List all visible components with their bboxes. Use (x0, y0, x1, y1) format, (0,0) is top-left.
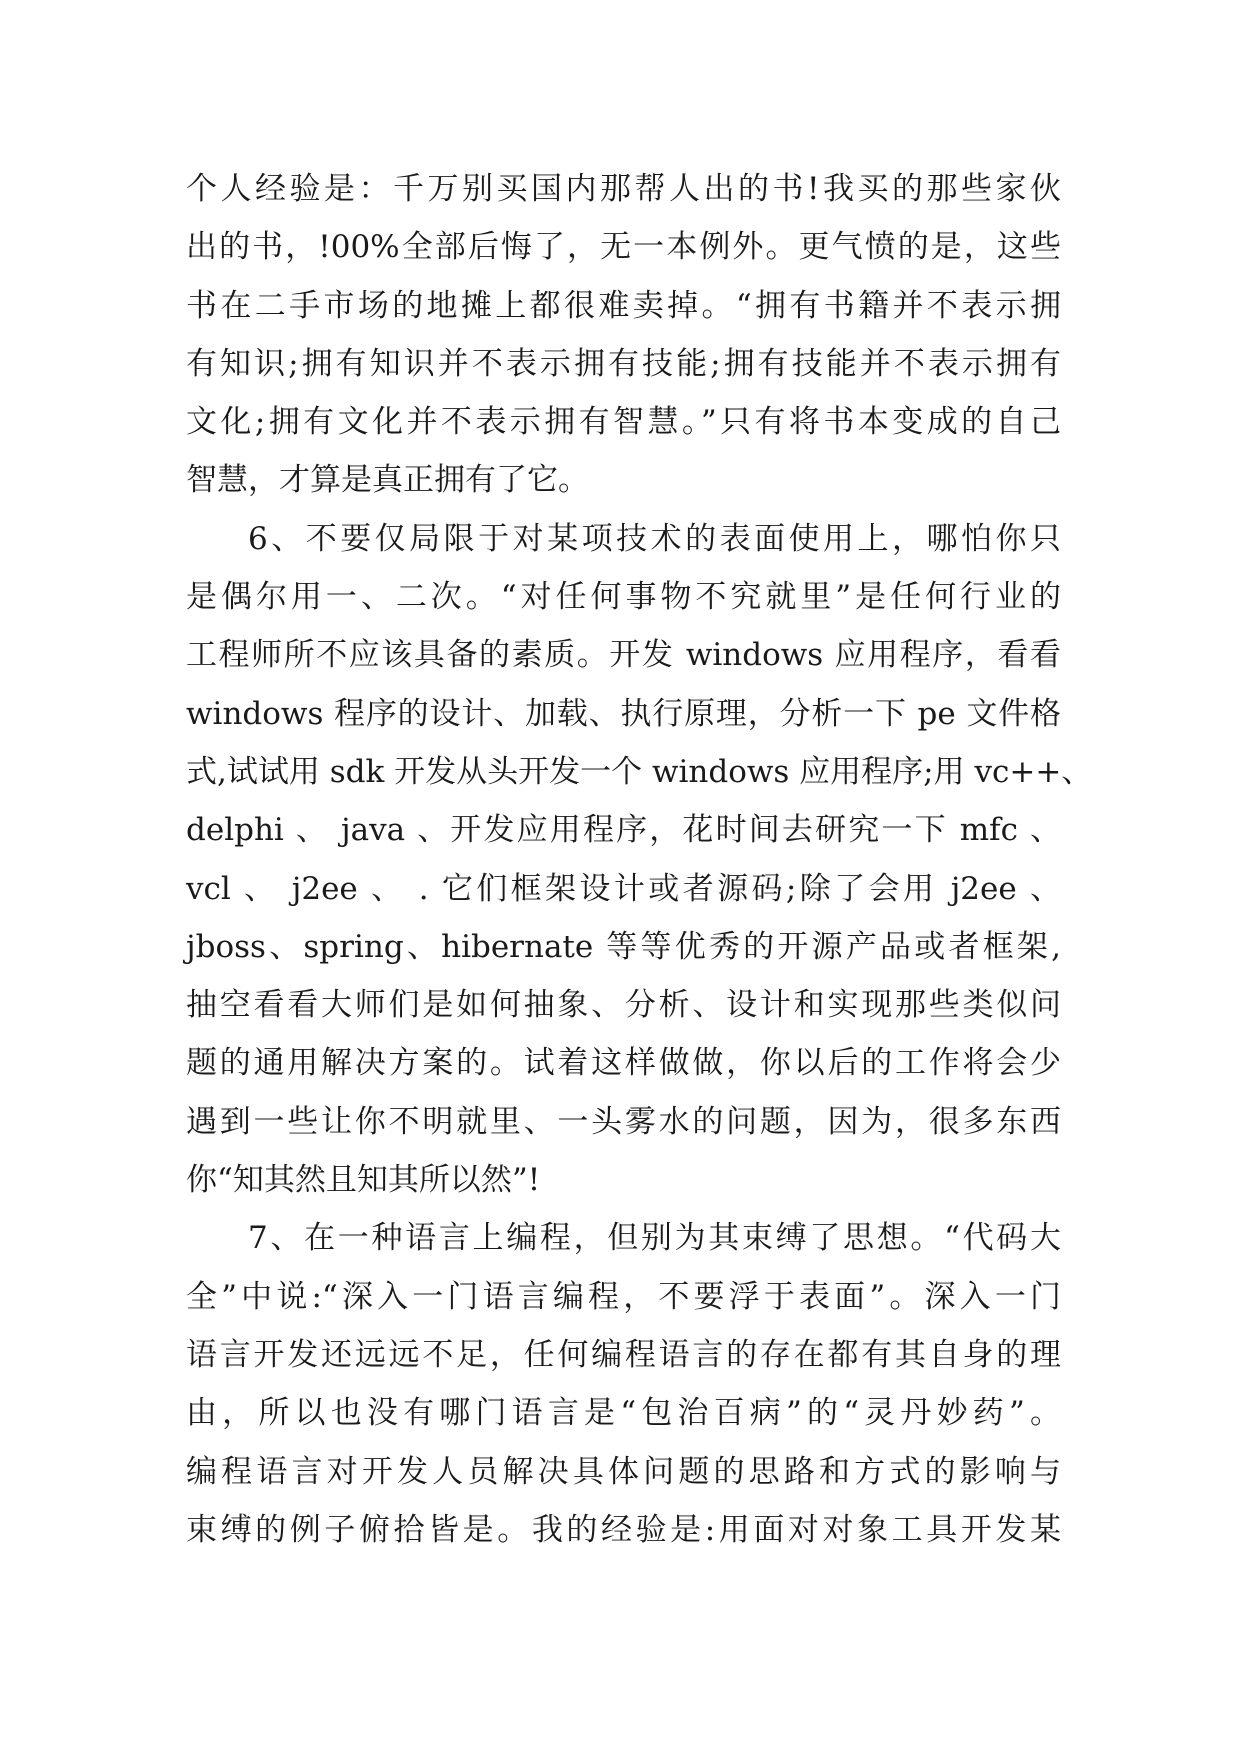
text-line: 智慧，才算是真正拥有了它。 (186, 462, 589, 499)
text-line: 遇到一些让你不明就里、一头雾水的问题，因为，很多东西 (186, 1103, 1061, 1140)
text-line: 书在二手市场的地摊上都很难卖掉。“拥有书籍并不表示拥 (186, 287, 1061, 324)
text-line: delphi 、 java 、开发应用程序，花时间去研究一下 mfc 、 (186, 812, 1061, 849)
text-line: 6、不要仅局限于对某项技术的表面使用上，哪怕你只 (248, 520, 1061, 557)
text-line: 出的书，!00%全部后悔了，无一本例外。更气愤的是，这些 (186, 229, 1061, 266)
text-line: 束缚的例子俯拾皆是。我的经验是:用面对对象工具开发某 (186, 1511, 1061, 1548)
text-line: 有知识;拥有知识并不表示拥有技能;拥有技能并不表示拥有 (186, 345, 1061, 382)
text-line: 7、在一种语言上编程，但别为其束缚了思想。“代码大 (248, 1220, 1061, 1257)
text-line: 是偶尔用一、二次。“对任何事物不究就里”是任何行业的 (186, 579, 1061, 616)
text-line: windows 程序的设计、加载、执行原理，分析一下 pe 文件格 (186, 695, 1061, 732)
text-line: 编程语言对开发人员解决具体问题的思路和方式的影响与 (186, 1453, 1061, 1490)
text-line: 文化;拥有文化并不表示拥有智慧。”只有将书本变成的自己 (186, 404, 1061, 441)
text-line: 由，所以也没有哪门语言是“包治百病”的“灵丹妙药”。 (186, 1395, 1061, 1432)
text-line: jboss、spring、hibernate 等等优秀的开源产品或者框架, (186, 928, 1061, 965)
text-line: 你“知其然且知其所以然”! (186, 1162, 541, 1199)
text-line: vcl 、 j2ee 、 . 它们框架设计或者源码;除了会用 j2ee 、 (186, 870, 1061, 907)
text-line: 题的通用解决方案的。试着这样做做，你以后的工作将会少 (186, 1045, 1061, 1082)
text-line: 个人经验是：千万别买国内那帮人出的书!我买的那些家伙 (186, 171, 1061, 207)
body-text (186, 160, 1093, 1559)
text-line: 式,试试用 sdk 开发从头开发一个 windows 应用程序;用 vc++、 (186, 753, 1093, 790)
text-line: 全”中说:“深入一门语言编程，不要浮于表面”。深入一门 (186, 1278, 1061, 1315)
text-line: 抽空看看大师们是如何抽象、分析、设计和实现那些类似问 (186, 987, 1061, 1024)
text-line: 工程师所不应该具备的素质。开发 windows 应用程序，看看 (186, 637, 1061, 674)
text-line: 语言开发还远远不足，任何编程语言的存在都有其自身的理 (186, 1336, 1061, 1373)
